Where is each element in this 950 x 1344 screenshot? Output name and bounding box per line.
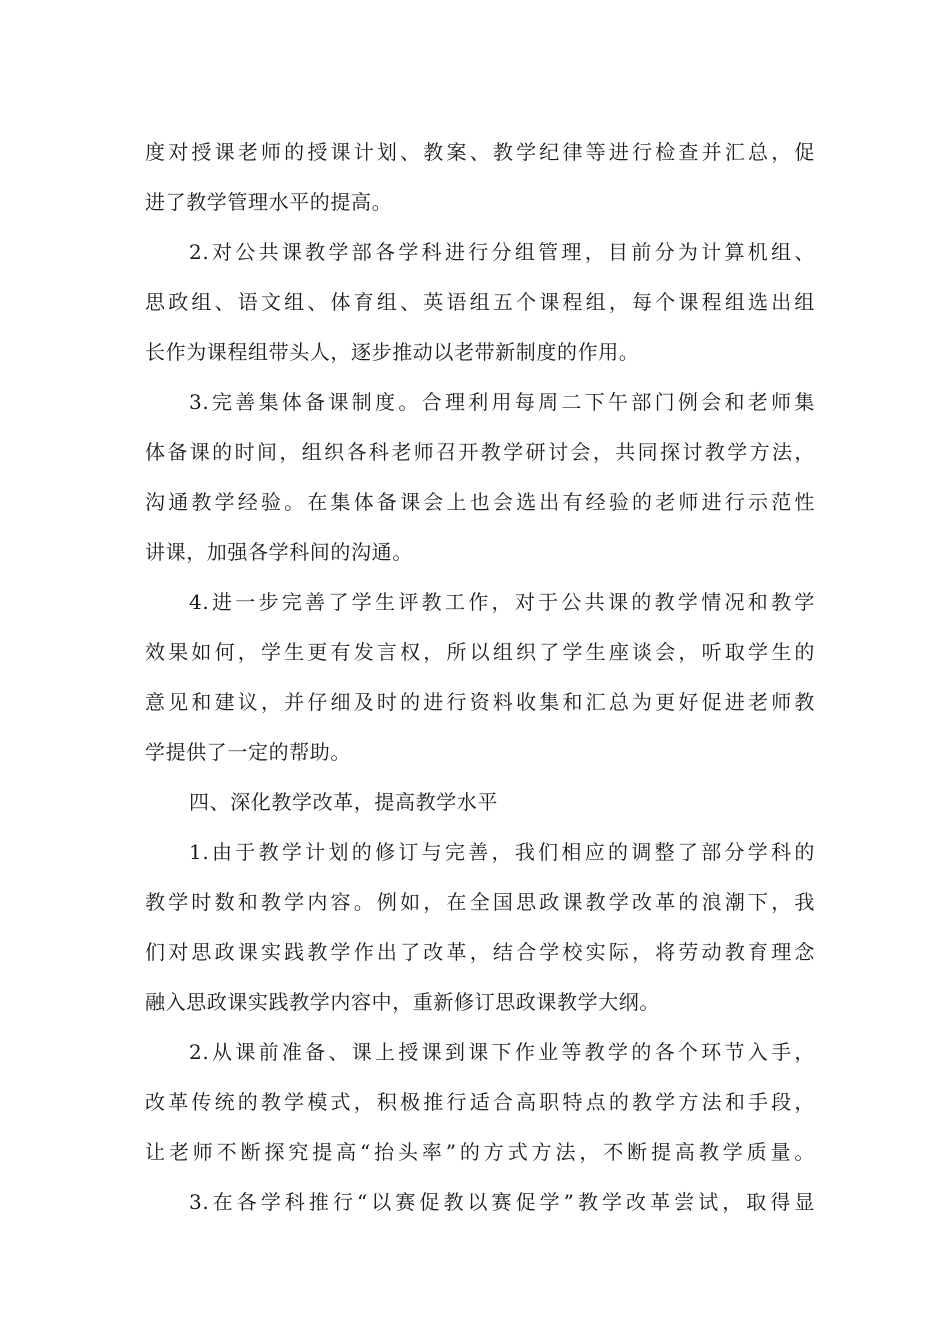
text-line: 度对授课老师的授课计划、教案、教学纪律等进行检查并汇总，促 — [145, 140, 815, 164]
text-line: 长作为课程组带头人，逐步推动以老带新制度的作用。 — [145, 340, 640, 364]
text-line: 3.完善集体备课制度。合理利用每周二下午部门例会和老师集 — [189, 390, 815, 414]
section-heading: 四、深化教学改革，提高教学水平 — [189, 790, 498, 814]
text-line: 3.在各学科推行“以赛促教以赛促学”教学改革尝试，取得显 — [189, 1190, 815, 1214]
text-line: 2.对公共课教学部各学科进行分组管理，目前分为计算机组、 — [189, 240, 815, 264]
text-line: 2.从课前准备、课上授课到课下作业等教学的各个环节入手， — [189, 1040, 815, 1064]
text-line: 思政组、语文组、体育组、英语组五个课程组，每个课程组选出组 — [145, 290, 815, 314]
text-line: 学提供了一定的帮助。 — [145, 740, 351, 764]
text-line: 进了教学管理水平的提高。 — [145, 190, 393, 214]
text-line: 教学时数和教学内容。例如，在全国思政课教学改革的浪潮下，我 — [145, 890, 815, 914]
text-line: 让老师不断探究提高“抬头率”的方式方法，不断提高教学质量。 — [145, 1140, 815, 1164]
text-line: 融入思政课实践教学内容中，重新修订思政课教学大纲。 — [145, 990, 660, 1014]
text-line: 们对思政课实践教学作出了改革，结合学校实际，将劳动教育理念 — [145, 940, 815, 964]
text-line: 讲课，加强各学科间的沟通。 — [145, 540, 413, 564]
text-line: 1.由于教学计划的修订与完善，我们相应的调整了部分学科的 — [189, 840, 815, 864]
text-line: 意见和建议，并仔细及时的进行资料收集和汇总为更好促进老师教 — [145, 690, 815, 714]
text-line: 效果如何，学生更有发言权，所以组织了学生座谈会，听取学生的 — [145, 640, 815, 664]
text-line: 4.进一步完善了学生评教工作，对于公共课的教学情况和教学 — [189, 590, 815, 614]
text-line: 沟通教学经验。在集体备课会上也会选出有经验的老师进行示范性 — [145, 490, 815, 514]
text-line: 体备课的时间，组织各科老师召开教学研讨会，共同探讨教学方法， — [145, 440, 815, 464]
text-line: 改革传统的教学模式，积极推行适合高职特点的教学方法和手段， — [145, 1090, 815, 1114]
